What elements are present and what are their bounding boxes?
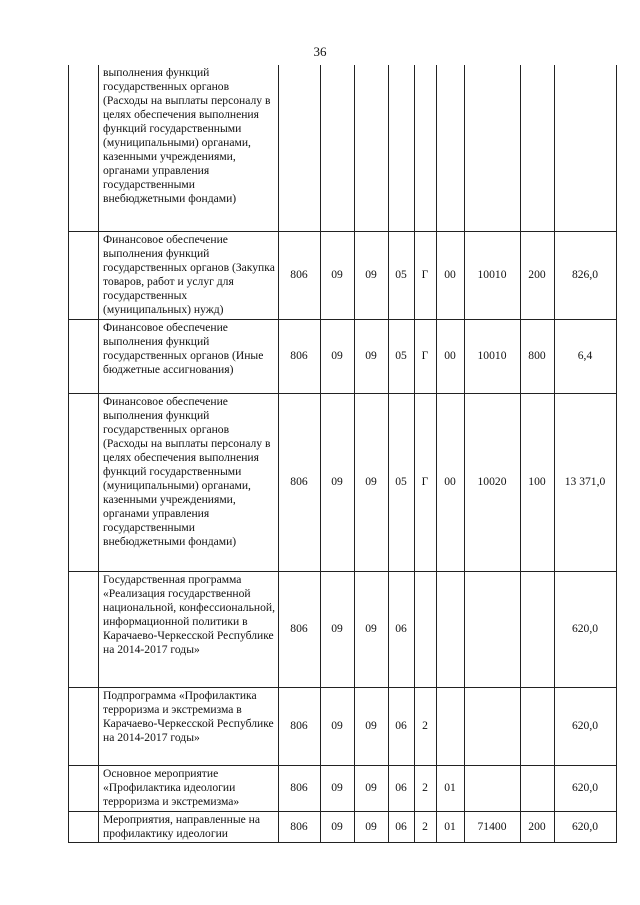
- cell-name: Основное мероприятие «Профилактика идеологии терроризма и экстремизма»: [99, 765, 279, 811]
- cell-osn: 01: [437, 765, 465, 811]
- cell-napr: 10010: [465, 319, 521, 393]
- cell-sub: Г: [415, 393, 437, 571]
- cell-pr: 09: [355, 571, 389, 687]
- table-row: [69, 765, 617, 811]
- row-index-cell: [69, 393, 99, 571]
- cell-sum: 620,0: [555, 571, 617, 687]
- cell-pr: [355, 65, 389, 231]
- cell-ved: 806: [279, 393, 321, 571]
- cell-napr: [465, 571, 521, 687]
- cell-napr: [465, 765, 521, 811]
- cell-osn: 00: [437, 319, 465, 393]
- cell-rz: 09: [321, 687, 355, 765]
- cell-rz: 09: [321, 811, 355, 842]
- table-row: [69, 393, 617, 571]
- cell-name: Подпрограмма «Профилактика терроризма и экстремизма в Карачаево-Черкесской Республике на 2014-2017 годы»: [99, 687, 279, 765]
- row-index-cell: [69, 571, 99, 687]
- cell-ved: 806: [279, 687, 321, 765]
- cell-sub: Г: [415, 231, 437, 319]
- row-index-cell: [69, 65, 99, 231]
- table-row: [69, 687, 617, 765]
- cell-vr: [521, 687, 555, 765]
- cell-osn: 00: [437, 231, 465, 319]
- cell-vr: 200: [521, 231, 555, 319]
- cell-vr: [521, 571, 555, 687]
- row-index-cell: [69, 319, 99, 393]
- cell-vr: 100: [521, 393, 555, 571]
- table-row: [69, 811, 617, 842]
- cell-osn: [437, 687, 465, 765]
- cell-rz: 09: [321, 393, 355, 571]
- table-row: [69, 231, 617, 319]
- cell-prog: 06: [389, 765, 415, 811]
- cell-rz: 09: [321, 571, 355, 687]
- cell-pr: 09: [355, 393, 389, 571]
- cell-ved: 806: [279, 571, 321, 687]
- cell-name: Финансовое обеспечение выполнения функций государственных органов (Расходы на выплаты персоналу в целях обеспечения выполнения функций государственными (муниципальными) органами, казенными учреждениями, органами управления государственными внебюджетными фондами): [99, 393, 279, 571]
- cell-napr: [465, 687, 521, 765]
- cell-ved: 806: [279, 231, 321, 319]
- cell-sum: 826,0: [555, 231, 617, 319]
- cell-ved: 806: [279, 765, 321, 811]
- cell-rz: [321, 65, 355, 231]
- cell-prog: 06: [389, 811, 415, 842]
- cell-pr: 09: [355, 811, 389, 842]
- cell-osn: 00: [437, 393, 465, 571]
- cell-ved: [279, 65, 321, 231]
- cell-prog: 06: [389, 571, 415, 687]
- cell-ved: 806: [279, 319, 321, 393]
- cell-napr: 10020: [465, 393, 521, 571]
- cell-prog: 05: [389, 319, 415, 393]
- cell-napr: 10010: [465, 231, 521, 319]
- cell-prog: 06: [389, 687, 415, 765]
- cell-sub: 2: [415, 811, 437, 842]
- cell-name: Финансовое обеспечение выполнения функций государственных органов (Закупка товаров, работ и услуг для государственных (муниципальных) нужд): [99, 231, 279, 319]
- cell-name: выполнения функций государственных органов (Расходы на выплаты персоналу в целях обеспечения выполнения функций государственными (муниципальными) органами, казенными учреждениями, органами управления государственными внебюджетными фондами): [99, 65, 279, 231]
- cell-sub: [415, 65, 437, 231]
- cell-osn: [437, 571, 465, 687]
- page-number: 36: [313, 44, 327, 59]
- cell-pr: 09: [355, 765, 389, 811]
- cell-prog: 05: [389, 393, 415, 571]
- cell-name: Мероприятия, направленные на профилактику идеологии: [99, 811, 279, 842]
- cell-napr: [465, 65, 521, 231]
- cell-name: Государственная программа «Реализация государственной национальной, конфессиональной, информационной политики в Карачаево-Черкесской Республике на 2014-2017 годы»: [99, 571, 279, 687]
- cell-vr: 200: [521, 811, 555, 842]
- cell-vr: [521, 65, 555, 231]
- cell-sum: [555, 65, 617, 231]
- cell-sub: 2: [415, 687, 437, 765]
- table-row: [69, 571, 617, 687]
- row-index-cell: [69, 811, 99, 842]
- cell-napr: 71400: [465, 811, 521, 842]
- cell-sum: 6,4: [555, 319, 617, 393]
- table-row: [69, 319, 617, 393]
- cell-rz: 09: [321, 231, 355, 319]
- cell-prog: [389, 65, 415, 231]
- cell-vr: [521, 765, 555, 811]
- row-index-cell: [69, 687, 99, 765]
- cell-osn: 01: [437, 811, 465, 842]
- cell-prog: 05: [389, 231, 415, 319]
- cell-sub: Г: [415, 319, 437, 393]
- cell-pr: 09: [355, 319, 389, 393]
- cell-sum: 620,0: [555, 811, 617, 842]
- cell-ved: 806: [279, 811, 321, 842]
- cell-rz: 09: [321, 319, 355, 393]
- cell-sum: 13 371,0: [555, 393, 617, 571]
- cell-name: Финансовое обеспечение выполнения функций государственных органов (Иные бюджетные ассигнования): [99, 319, 279, 393]
- cell-sub: 2: [415, 765, 437, 811]
- cell-sub: [415, 571, 437, 687]
- cell-pr: 09: [355, 231, 389, 319]
- cell-vr: 800: [521, 319, 555, 393]
- budget-table: [68, 65, 617, 843]
- table-row: [69, 65, 617, 231]
- row-index-cell: [69, 231, 99, 319]
- cell-pr: 09: [355, 687, 389, 765]
- cell-osn: [437, 65, 465, 231]
- cell-sum: 620,0: [555, 687, 617, 765]
- row-index-cell: [69, 765, 99, 811]
- cell-sum: 620,0: [555, 765, 617, 811]
- cell-rz: 09: [321, 765, 355, 811]
